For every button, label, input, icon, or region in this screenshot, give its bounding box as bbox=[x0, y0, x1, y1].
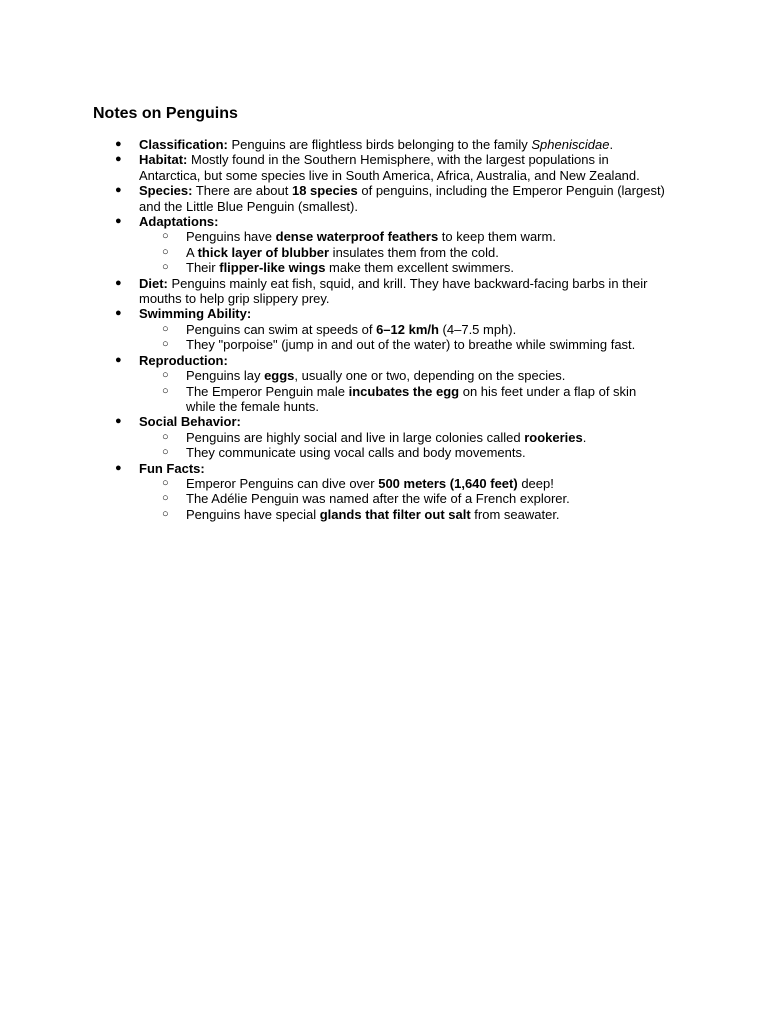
bullet-icon: ● bbox=[115, 307, 122, 320]
bullet-icon: ● bbox=[115, 415, 122, 428]
sub-bullet-icon: ○ bbox=[162, 430, 169, 443]
sublist-item bbox=[139, 491, 669, 506]
sublist-item bbox=[139, 445, 669, 460]
item-text: Penguins mainly eat fish, squid, and krill. They have backward-facing barbs in their mouths to help grip slippery prey. bbox=[139, 275, 648, 307]
sub-bullet-icon: ○ bbox=[162, 261, 169, 274]
subitem-text: Penguins have bbox=[186, 229, 276, 245]
page-title: Notes on Penguins bbox=[93, 105, 238, 122]
item-label: Adaptations: bbox=[139, 214, 219, 230]
subitem-text: , usually one or two, depending on the species. bbox=[294, 368, 566, 384]
sublist-item bbox=[139, 260, 669, 275]
subitem-bold: thick layer of blubber bbox=[197, 244, 330, 260]
sub-bullet-icon: ○ bbox=[162, 476, 169, 489]
subitem-text: insulates them from the cold. bbox=[329, 244, 499, 260]
sub-bullet-icon: ○ bbox=[162, 245, 169, 258]
sub-bullet-icon: ○ bbox=[162, 507, 169, 520]
list-item-classification bbox=[0, 137, 669, 152]
subitem-text: A bbox=[186, 244, 198, 260]
sub-bullet-icon: ○ bbox=[162, 492, 169, 505]
subitem-text: deep! bbox=[517, 475, 554, 491]
item-label: Fun Facts: bbox=[139, 460, 205, 476]
bullet-icon: ● bbox=[115, 353, 122, 366]
sub-bullet-icon: ○ bbox=[162, 322, 169, 335]
subitem-bold: flipper-like wings bbox=[219, 260, 326, 276]
item-label: Reproduction: bbox=[139, 352, 228, 368]
item-label: Swimming Ability: bbox=[139, 306, 252, 322]
list-item-fun-facts bbox=[0, 461, 669, 523]
bullet-icon: ● bbox=[115, 138, 122, 150]
sublist-item bbox=[139, 229, 669, 244]
sublist bbox=[139, 322, 669, 353]
subitem-bold: 6–12 km/h bbox=[376, 321, 439, 337]
subitem-text: Their bbox=[186, 260, 220, 276]
sublist-item bbox=[139, 430, 669, 445]
list-item-reproduction bbox=[0, 353, 669, 415]
item-label: Species: bbox=[139, 183, 193, 199]
sublist-item bbox=[139, 476, 669, 491]
sub-bullet-icon: ○ bbox=[162, 369, 169, 382]
bullet-icon: ● bbox=[115, 276, 122, 289]
item-label: Diet: bbox=[139, 275, 168, 291]
subitem-text: Penguins lay bbox=[186, 368, 265, 384]
list-item-social-behavior bbox=[0, 414, 669, 460]
item-text: Mostly found in the Southern Hemisphere, with the largest populations in Antarctica, but some species live in South America, Africa, Australia, and New Zealand. bbox=[139, 152, 640, 183]
item-text: . bbox=[609, 137, 614, 152]
sublist-item bbox=[139, 322, 669, 337]
bullet-icon: ● bbox=[115, 215, 122, 228]
sublist-item bbox=[139, 337, 669, 352]
subitem-bold: dense waterproof feathers bbox=[275, 229, 439, 245]
list-item-adaptations bbox=[0, 214, 669, 276]
sub-bullet-icon: ○ bbox=[162, 338, 169, 351]
list-item-diet bbox=[0, 276, 669, 307]
sub-bullet-icon: ○ bbox=[162, 446, 169, 459]
item-label: Social Behavior: bbox=[139, 414, 241, 430]
subitem-text: from seawater. bbox=[470, 506, 560, 522]
subitem-bold: rookeries bbox=[524, 429, 583, 445]
item-label: Classification: bbox=[139, 137, 228, 152]
bullet-icon: ● bbox=[115, 184, 122, 197]
subitem-bold: incubates the egg bbox=[348, 383, 460, 399]
subitem-text: The Adélie Penguin was named after the wife of a French explorer. bbox=[186, 491, 570, 507]
sublist-item bbox=[139, 245, 669, 260]
sublist bbox=[139, 476, 669, 522]
sub-bullet-icon: ○ bbox=[162, 230, 169, 243]
subitem-text: on his feet under a flap of skin while the female hunts. bbox=[186, 383, 637, 414]
subitem-text: make them excellent swimmers. bbox=[325, 260, 514, 276]
subitem-text: Penguins have special bbox=[186, 506, 320, 522]
subitem-text: . bbox=[582, 429, 587, 445]
sublist-item bbox=[139, 368, 669, 383]
bullet-icon: ● bbox=[115, 461, 122, 474]
subitem-bold: eggs bbox=[264, 368, 295, 384]
subitem-text: to keep them warm. bbox=[438, 229, 556, 245]
list-item-swimming-ability bbox=[0, 306, 669, 352]
item-label: Habitat: bbox=[139, 152, 188, 168]
subitem-text: Penguins can swim at speeds of bbox=[186, 321, 377, 337]
sublist-item bbox=[139, 507, 669, 522]
item-text: There are about bbox=[192, 183, 292, 199]
subitem-text: Emperor Penguins can dive over bbox=[186, 475, 379, 491]
list-item-species bbox=[0, 183, 669, 214]
item-text: Penguins are flightless birds belonging to the family bbox=[227, 137, 532, 152]
item-text: of penguins, including the Emperor Penguin (largest) and the Little Blue Penguin (smallest). bbox=[139, 183, 665, 214]
subitem-text: They "porpoise" (jump in and out of the water) to breathe while swimming fast. bbox=[186, 337, 636, 353]
sublist bbox=[139, 368, 669, 414]
subitem-text: They communicate using vocal calls and body movements. bbox=[186, 445, 526, 461]
subitem-bold: 500 meters (1,640 feet) bbox=[378, 475, 518, 491]
subitem-text: The Emperor Penguin male bbox=[186, 383, 349, 399]
subitem-text: Penguins are highly social and live in large colonies called bbox=[186, 429, 525, 445]
sublist bbox=[139, 229, 669, 275]
subitem-bold: glands that filter out salt bbox=[319, 506, 471, 522]
item-emphasis: Spheniscidae bbox=[531, 137, 610, 152]
sub-bullet-icon: ○ bbox=[162, 384, 169, 397]
sublist bbox=[139, 430, 669, 461]
sublist-item bbox=[139, 384, 669, 415]
notes-list bbox=[0, 137, 768, 522]
subitem-text: (4–7.5 mph). bbox=[438, 321, 517, 337]
item-bold: 18 species bbox=[291, 183, 358, 199]
bullet-icon: ● bbox=[115, 153, 122, 166]
list-item-habitat bbox=[0, 152, 669, 183]
